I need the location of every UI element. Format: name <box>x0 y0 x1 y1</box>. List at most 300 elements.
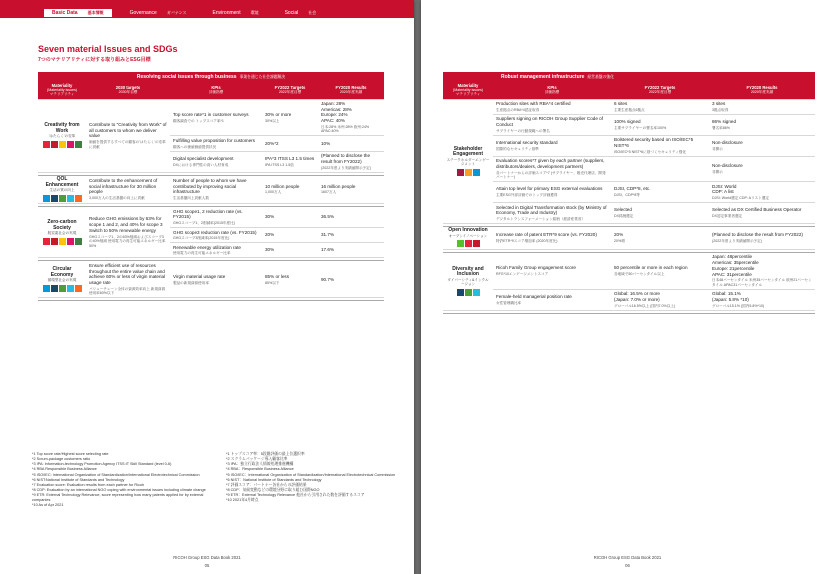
target-cell-jp: 3,000万人の生活基盤の向上に貢献 <box>89 196 145 201</box>
materiality-name-jp: 'はたらく'の変革 <box>48 134 76 139</box>
fy2022-target-cell-jp: 20%増 <box>614 239 625 244</box>
kpi-cell-text: Increase rate of patent ETR*9 score (vs. FY2020) <box>496 232 597 238</box>
target-cell-jp: バリューチェーン全体の資源効率向上 新規資源使用率60%以下 <box>89 286 166 296</box>
row-separator <box>38 298 384 301</box>
target-cell-text: Contribute to "Creativity from Work" of all customers to whom we deliver value <box>89 121 167 139</box>
fy2020-result-cell-jp: 日本48パーセンタイル 米州35パーセンタイル 欧州21パーセンタイル APAC31パーセンタイル <box>712 278 812 287</box>
footnote: *6 NIST:National Institute of Standards and Technology <box>32 477 125 482</box>
fy2022-target-cell <box>611 226 709 249</box>
column-header <box>318 82 384 99</box>
sdg-icons <box>446 169 490 176</box>
sdg-goal-icon <box>473 289 480 296</box>
nav-item-governance[interactable] <box>122 9 195 17</box>
fy2020-result-cell-text: DJSI: World CDP: A list <box>712 183 737 195</box>
fy2022-target-cell <box>611 135 709 156</box>
management-table <box>443 82 815 314</box>
fy2022-target-cell-jp: 1,000万人 <box>265 190 282 195</box>
materiality-cell <box>38 175 86 203</box>
page-number: 05 <box>204 563 210 568</box>
fy2022-target-cell <box>611 156 709 181</box>
fy2020-result-cell-text: (Planned to disclose the result from FY2022) <box>712 232 803 238</box>
footnote: *1 Top score rate/Highest score selecting rate <box>32 452 109 456</box>
fy2020-result-cell-jp: DJSI: World選定 CDP: Aリスト選定 <box>712 196 769 201</box>
kpi-cell-jp: GHGスコープ1、2削減率(2015年度比) <box>173 221 235 226</box>
sdg-goal-icon <box>51 141 58 148</box>
footnote: *10 2021年4月時点 <box>226 498 259 503</box>
kpi-cell-jp: 生産拠点のRBA*4認証取得 <box>496 107 540 112</box>
kpi-cell-jp: 使用電力の再生可能エネルギー比率 <box>173 251 231 256</box>
sdg-goal-icon <box>457 240 464 247</box>
fy2020-result-cell-text: 3 sites <box>712 101 726 107</box>
fy2022-target-cell <box>262 207 318 228</box>
nav-item-label: Basic Data <box>52 10 78 16</box>
fy2020-result-cell-jp: 非開示 <box>712 169 723 174</box>
sdg-goal-icon <box>473 169 480 176</box>
table-row <box>443 99 815 114</box>
column-header-sub: (Materiality issues) <box>47 87 77 92</box>
kpi-cell-jp: 生活基盤向上貢献人数 <box>173 196 209 201</box>
column-header <box>86 82 170 99</box>
fy2022-target-cell <box>611 252 709 289</box>
kpi-cell-text: GHG scope1, 2 reduction rate (vs. FY2015) <box>173 208 243 220</box>
sdg-goal-icon <box>59 285 66 292</box>
sdg-goal-icon <box>75 195 82 202</box>
table-row <box>443 156 815 181</box>
column-header-label: 2030 targets <box>115 84 141 90</box>
sdg-icons <box>446 289 490 296</box>
sdg-goal-icon <box>43 195 50 202</box>
materiality-name: Stakeholder Engagement <box>452 145 483 158</box>
page-number: 06 <box>625 563 630 568</box>
kpi-cell <box>493 182 611 203</box>
nav-item-label-jp: ガバナンス <box>166 10 187 15</box>
fy2022-target-cell <box>262 261 318 298</box>
fy2020-result-cell <box>318 228 384 243</box>
fy2020-result-cell <box>318 243 384 258</box>
table-row <box>38 207 384 228</box>
kpi-cell-text: Number of people to whom we have contributed by improving social infrastructure <box>173 177 247 195</box>
kpi-cell <box>170 151 262 172</box>
target-cell <box>86 175 170 203</box>
column-header-label: Materiality <box>457 83 479 88</box>
kpi-cell-jp: 国際的なセキュリティ基準 <box>496 146 539 151</box>
materiality-name: Open Innovation <box>448 227 488 234</box>
column-header-jp: 2022年度目標 <box>648 89 672 94</box>
sdg-goal-icon <box>67 141 74 148</box>
fy2022-target-cell-text: 50 percentile or more in each region <box>614 265 688 271</box>
table-row <box>443 252 815 289</box>
fy2020-result-cell <box>318 175 384 203</box>
kpi-cell-text: Top score rate*1 in customer surveys <box>173 111 249 117</box>
fy2020-result-cell <box>318 99 384 136</box>
sdg-icons <box>446 240 490 247</box>
fy2020-result-cell <box>709 226 815 249</box>
kpi-cell <box>493 289 611 310</box>
sdg-icons <box>41 238 83 245</box>
footnote: *3 IPA：独立行政法人情報処理推進機構 <box>226 462 294 467</box>
fy2020-result-cell-text: Non-disclosure <box>712 163 743 169</box>
separator-cell <box>38 298 384 301</box>
kpi-cell-text: Selected in Digital Transformation stock (by Ministry of Economy, Trade and Industry) <box>496 204 607 216</box>
fy2020-result-cell-text: 10% <box>321 140 331 146</box>
materiality-name: Circular Economy <box>50 266 74 278</box>
fy2022-target-cell-text: 20% <box>614 232 624 238</box>
column-header-jp: 2022年度目標 <box>278 89 302 94</box>
kpi-cell-jp: 各パートナーからの評価スコア*7 (サプライヤー、販売代理店、開発パートナー) <box>496 170 606 180</box>
column-header <box>170 82 262 99</box>
kpi-cell-jp: 特許ETR*9スコア増加率 (2020年度比) <box>496 239 558 244</box>
sdg-goal-icon <box>59 195 66 202</box>
fy2020-result-cell-jp: (2022年度より実績値開示予定) <box>321 165 371 170</box>
fy2020-result-cell-text: 86% signed <box>712 119 737 125</box>
fy2020-result-cell <box>709 156 815 181</box>
fy2022-target-cell-text: 20%*2 <box>265 140 279 146</box>
kpi-cell <box>170 175 262 203</box>
fy2022-target-cell <box>262 99 318 136</box>
fy2020-result-cell <box>318 207 384 228</box>
fy2020-result-cell-jp: 署名率86% <box>712 125 730 130</box>
materiality-name-jp: 循環型社会の実現 <box>47 278 77 283</box>
table-row <box>443 226 815 249</box>
target-cell-text: Reduce GHG emissions by 63% for scope 1 and 2, and 40% for scope 3 Switch to 50% renewable energy <box>89 216 163 233</box>
banner-label: Resolving social issues through business <box>136 74 237 80</box>
footnote: *5 ISO/IEC: International Organization of Standardization/International Electrotechnical Commission <box>32 472 200 477</box>
footnotes-en <box>32 452 212 508</box>
sdg-goal-icon <box>51 285 58 292</box>
fy2022-target-cell-text: Selected <box>614 207 632 213</box>
kpi-cell-text: Female-held managerial position rate <box>496 294 572 300</box>
sdg-goal-icon <box>59 141 66 148</box>
target-cell-jp: GHGスコープ1、2の63%削減およびスコープ3の40%削減 使用電力の再生可能エネルギー比率50% <box>89 234 166 248</box>
footnote: *2 スクラムパッケージ導入顧客比率 <box>226 457 288 462</box>
kpi-cell <box>493 252 611 289</box>
footnote: *9 ETR: External Technology Relevance, score representing how many patents applied for by external companies <box>32 493 204 503</box>
sdg-goal-icon <box>51 238 58 245</box>
fy2020-result-cell-text: 36.5% <box>321 214 335 220</box>
fy2020-result-cell-text: 17.6% <box>321 247 335 253</box>
kpi-cell-text: GHG scope3 reduction rate (vs. FY2015) <box>173 229 257 235</box>
column-header <box>493 82 611 99</box>
kpi-cell-jp: 顧客への価値価値提供状況 <box>173 144 217 149</box>
kpi-cell-jp: 製品の新規資源使用率 <box>173 280 209 285</box>
kpi-cell <box>170 228 262 243</box>
sdg-goal-icon <box>43 238 50 245</box>
column-header-jp: 評価指標 <box>544 89 560 94</box>
nav-item-label: Social <box>284 10 299 16</box>
fy2020-result-cell <box>709 99 815 114</box>
page-title: Seven material Issues and SDGs <box>38 44 178 54</box>
fy2020-result-cell <box>709 203 815 224</box>
kpi-cell-jp: GHGスコープ3削減率(2015年度比) <box>173 236 230 241</box>
table-banner <box>443 72 815 82</box>
page-right <box>421 0 834 574</box>
fy2022-target-cell-jp: 85%以下 <box>265 280 280 285</box>
table-row <box>443 114 815 135</box>
nav-item-label: Governance <box>129 10 157 16</box>
page-left <box>0 0 414 574</box>
kpi-cell-text: Digital specialist development <box>173 156 234 161</box>
target-cell <box>86 261 170 298</box>
fy2020-result-cell <box>709 135 815 156</box>
fy2020-result-cell-text: 31.7% <box>321 232 335 238</box>
fy2022-target-cell-jp: IPA ITSS L3 1.5倍 <box>265 162 294 167</box>
footnote: *2 Scrum-package customers ratio <box>32 457 91 462</box>
fy2020-result-cell-text: Japan: 28% Americas: 28% Europe: 24% APAC: 40% <box>321 101 352 124</box>
materiality-cell <box>38 261 86 298</box>
footer-label: RICOH Group ESG Data Book 2021 <box>173 555 241 560</box>
fy2020-result-cell-jp: 日本:28% 米州:28% 欧州:24% APAC:40% <box>321 124 370 134</box>
banner-label: Robust management infrastructure <box>501 74 585 80</box>
fy2020-result-cell-text: (Planned to disclose the result from FY2022) <box>321 153 371 164</box>
column-header-jp: マテリアリティ <box>49 91 75 96</box>
kpi-cell <box>493 99 611 114</box>
fy2022-target-cell <box>611 182 709 203</box>
table-row <box>443 182 815 203</box>
social-issues-table-wrap <box>38 72 384 301</box>
page-footer <box>421 555 834 568</box>
column-header <box>611 82 709 99</box>
kpi-cell-jp: デジタルトランスフォーメーション銘柄（経済産業省） <box>496 217 586 221</box>
management-table-wrap <box>443 72 815 314</box>
fy2022-target-cell-jp: 各地域で50パーセンタイル以上 <box>614 272 665 277</box>
materiality-name-jp: 脱炭素社会の実現 <box>47 231 77 236</box>
column-header-label: FY2020 Results <box>335 84 367 90</box>
page-footer <box>0 555 414 568</box>
column-header <box>38 82 86 99</box>
footnotes-jp <box>226 452 406 503</box>
table-row <box>38 175 384 203</box>
fy2022-target-cell <box>262 151 318 172</box>
sdg-goal-icon <box>67 285 74 292</box>
kpi-cell <box>170 207 262 228</box>
table-row <box>38 99 384 136</box>
fy2022-target-cell-jp: ISO/IEC*5 NIST*6に基づくセキュリティ強化 <box>614 149 686 154</box>
fy2022-target-cell-jp: DJSI、CDP*8等 <box>614 193 640 198</box>
fy2022-target-cell <box>611 99 709 114</box>
footnote: *1 トップスコア率：5段階評価の最上位選択率 <box>226 452 305 456</box>
sdg-goal-icon <box>465 169 472 176</box>
fy2020-result-cell <box>709 182 815 203</box>
nav-item-environment[interactable] <box>205 9 267 17</box>
materiality-name-jp: 生活の質の向上 <box>49 188 75 193</box>
footer-label: RICOH Group ESG Data Book 2021 <box>593 555 662 560</box>
kpi-cell-jp: 主要ESG外部評価でのトップ評価獲得 <box>496 193 558 198</box>
social-issues-table <box>38 82 384 301</box>
fy2022-target-cell-text: 30% <box>265 247 275 253</box>
fy2022-target-cell-text: DJSI, CDP*8, etc. <box>614 186 651 192</box>
column-header-jp: 2020年度実績 <box>750 89 774 94</box>
fy2020-result-cell <box>318 261 384 298</box>
fy2022-target-cell-text: 10 million people <box>265 183 300 189</box>
fy2022-target-cell-jp: 主要サプライヤーの署名率100% <box>614 125 667 130</box>
materiality-name: Zero-carbon Society <box>47 219 77 231</box>
fy2020-result-cell-text: Japan: 48percentile Americas: 35percentile Europe: 21percentile APAC: 31percentile <box>712 254 759 277</box>
fy2022-target-cell <box>262 175 318 203</box>
footnote: *10 As of Apr 2021 <box>32 503 64 508</box>
nav-item-basic-data[interactable] <box>44 9 112 17</box>
column-header-label: KPIs <box>211 84 221 90</box>
page-subtitle: 7つのマテリアリティに対する取り組みとESG目標 <box>38 57 151 63</box>
nav-item-label: Environment <box>212 10 241 16</box>
fy2022-target-cell <box>611 203 709 224</box>
kpi-cell <box>493 114 611 135</box>
materiality-cell <box>443 99 493 223</box>
footnote: *9 ETR：External Technology Relevance 他社から引用された数を評価するスコア <box>226 493 365 497</box>
column-header <box>443 82 493 99</box>
column-header-jp: 2020年度実績 <box>339 89 363 94</box>
fy2022-target-cell <box>262 228 318 243</box>
nav-item-label-jp: 基本情報 <box>87 10 104 15</box>
materiality-cell <box>443 252 493 310</box>
kpi-cell-text: International security standard <box>496 140 558 146</box>
fy2020-result-cell-jp: 3拠点取得 <box>712 107 729 112</box>
column-header-label: Materiality <box>51 83 73 88</box>
fy2020-result-cell-jp: グローバル15.1% (国内5.8%*10) <box>712 303 765 308</box>
column-header <box>262 82 318 99</box>
table-banner <box>38 72 384 82</box>
materiality-name: Creativity from Work <box>44 122 80 134</box>
target-cell-text: Contribute to the enhancement of social infrastructure for 30 million people <box>89 177 158 195</box>
materiality-name-jp: ステークホルダーエンゲージメント <box>446 157 490 167</box>
fy2022-target-cell-text: Global: 16.5% or more (Japan: 7.0% or more) <box>614 291 660 303</box>
fy2020-result-cell-jp: 1607万人 <box>321 190 337 195</box>
nav-item-label-jp: 社会 <box>308 10 317 15</box>
sdg-icons <box>41 195 83 202</box>
banner-label-jp: 事業を通じた社会課題解決 <box>239 75 286 79</box>
fy2022-target-cell <box>262 136 318 151</box>
table-row <box>443 203 815 224</box>
kpi-cell-jp: RFG*10エンゲージメントスコア <box>496 272 549 277</box>
table-row <box>443 135 815 156</box>
column-header-jp: 2030年目標 <box>118 89 138 94</box>
fy2020-result-cell-jp: DX認定事業者選定 <box>712 214 743 219</box>
materiality-name: QOL Enhancement <box>45 176 79 188</box>
fy2020-result-cell <box>709 114 815 135</box>
footnote: *5 ISO/IEC：International Organization of Standardization/International Electrotechnical Commission <box>226 472 396 477</box>
sdg-goal-icon <box>457 169 464 176</box>
nav-item-label-jp: 環境 <box>250 10 259 15</box>
banner-label-jp: 経営基盤の強化 <box>587 75 614 79</box>
footnote: *7 評価スコア：パートナー各社からの評価結果 <box>226 482 307 487</box>
sdg-goal-icon <box>67 195 74 202</box>
footnote: *4 RBA Responsible Business Alliance <box>32 467 97 472</box>
sdg-icons <box>41 141 83 148</box>
sdg-goal-icon <box>75 238 82 245</box>
footnote: *3 IPA: Information-technology Promotion Agency ITSS:IT Skill Standard (level 0-6) <box>32 462 172 467</box>
kpi-cell <box>170 136 262 151</box>
kpi-cell <box>493 226 611 249</box>
kpi-cell <box>170 99 262 136</box>
column-header-jp: マテリアリティ <box>455 91 481 96</box>
column-header-label: FY2022 Targets <box>644 84 676 90</box>
section-nav <box>44 9 324 17</box>
fy2022-target-cell <box>262 243 318 258</box>
kpi-cell-text: Virgin material usage rate <box>173 273 226 279</box>
fy2022-target-cell-text: Bolstered security based on ISO/IEC*5 NIST*6 <box>614 137 694 148</box>
kpi-cell-text: Renewable energy utilization rate <box>173 244 241 250</box>
fy2022-target-cell-text: 6 sites <box>614 101 628 107</box>
materiality-name-jp: オープンイノベーション <box>448 233 488 238</box>
fy2022-target-cell-text: IPA*3 ITSS L3 1.5 times <box>265 156 315 161</box>
fy2022-target-cell-text: 30% <box>265 214 275 220</box>
fy2020-result-cell-jp: (2022年度より実績値開示予定) <box>712 239 762 244</box>
fy2022-target-cell-text: 20% <box>265 232 275 238</box>
fy2020-result-cell-text: Non-disclosure <box>712 140 743 146</box>
footnote: *7 Evaluation score: Evaluation results from each partner for Ricoh <box>32 482 145 487</box>
kpi-cell <box>493 135 611 156</box>
kpi-cell-text: Suppliers signing on RICOH Group Supplier Code of Conduct <box>496 116 603 127</box>
column-header-sub: (Materiality issues) <box>453 87 483 92</box>
fy2020-result-cell-text: Selected as DX Certified Business Operator <box>712 207 802 213</box>
kpi-cell-jp: 女性管理職比率 <box>496 300 522 305</box>
sdg-goal-icon <box>75 141 82 148</box>
fy2022-target-cell-jp: DX銘柄選定 <box>614 214 634 219</box>
nav-item-social[interactable] <box>277 9 325 17</box>
materiality-name: Diversity and Inclusion <box>452 265 484 278</box>
fy2020-result-cell-jp: 非開示 <box>712 146 723 151</box>
fy2022-target-cell-jp: グローバル16.5%以上 (国内7.0%以上) <box>614 303 676 308</box>
kpi-cell-text: Ricoh Family Group engagement score <box>496 265 576 271</box>
column-header-label: FY2022 Targets <box>274 84 306 90</box>
materiality-cell <box>38 99 86 172</box>
kpi-cell <box>493 203 611 224</box>
kpi-cell-jp: 顧客調査での トップスコア率*1 <box>173 118 224 123</box>
fy2022-target-cell <box>611 289 709 310</box>
sdg-goal-icon <box>59 238 66 245</box>
materiality-cell <box>38 207 86 258</box>
sdg-goal-icon <box>51 195 58 202</box>
kpi-cell <box>170 243 262 258</box>
target-cell-jp: 価値を提供するすべての顧客の'はたらく'の変革に貢献 <box>89 140 166 149</box>
kpi-cell-jp: DXにおける専門性の高い人材育成 <box>173 162 229 167</box>
fy2022-target-cell <box>611 114 709 135</box>
materiality-cell <box>443 226 493 249</box>
sdg-goal-icon <box>465 240 472 247</box>
fy2022-target-cell-jp: 30%以上 <box>265 118 280 123</box>
fy2020-result-cell-text: 16 million people <box>321 183 356 189</box>
fy2020-result-cell <box>709 252 815 289</box>
separator-cell <box>443 310 815 313</box>
fy2022-target-cell-text: 100% signed <box>614 119 641 125</box>
fy2020-result-cell-text: 90.7% <box>321 276 335 282</box>
footnote: *8 CDP：気候変動などの環境分野に取り組む国際NGO <box>226 487 320 492</box>
fy2020-result-cell <box>709 289 815 310</box>
kpi-cell <box>493 156 611 181</box>
kpi-cell-text: Production sites with RBA*4 certified <box>496 101 571 107</box>
table-row <box>38 261 384 298</box>
footnote: *8 CDP: Evaluation by an international NGO coping with environmental issues including climate change <box>32 487 206 492</box>
sdg-icons <box>41 285 83 292</box>
kpi-cell-jp: サプライヤーの行動規範への署名 <box>496 128 550 133</box>
fy2020-result-cell <box>318 151 384 172</box>
sdg-goal-icon <box>67 238 74 245</box>
footnote: *4 RBA：Responsible Business Alliance <box>226 467 294 472</box>
sdg-goal-icon <box>43 141 50 148</box>
column-header-label: KPIs <box>547 84 557 90</box>
row-separator <box>443 310 815 313</box>
target-cell <box>86 99 170 172</box>
column-header <box>709 82 815 99</box>
kpi-cell-text: Evaluation scores*7 given by each partner (suppliers, distributors/dealers, development partners) <box>496 158 605 169</box>
fy2022-target-cell-jp: 主要生産拠点6拠点 <box>614 107 645 112</box>
fy2022-target-cell-text: 85% or less <box>265 273 290 279</box>
fy2020-result-cell-text: Global: 15.1% (Japan: 5.8% *10) <box>712 291 749 303</box>
fy2020-result-cell <box>318 136 384 151</box>
sdg-goal-icon <box>75 285 82 292</box>
sdg-goal-icon <box>473 240 480 247</box>
kpi-cell <box>170 261 262 298</box>
fy2022-target-cell-text: 30% or more <box>265 111 292 117</box>
